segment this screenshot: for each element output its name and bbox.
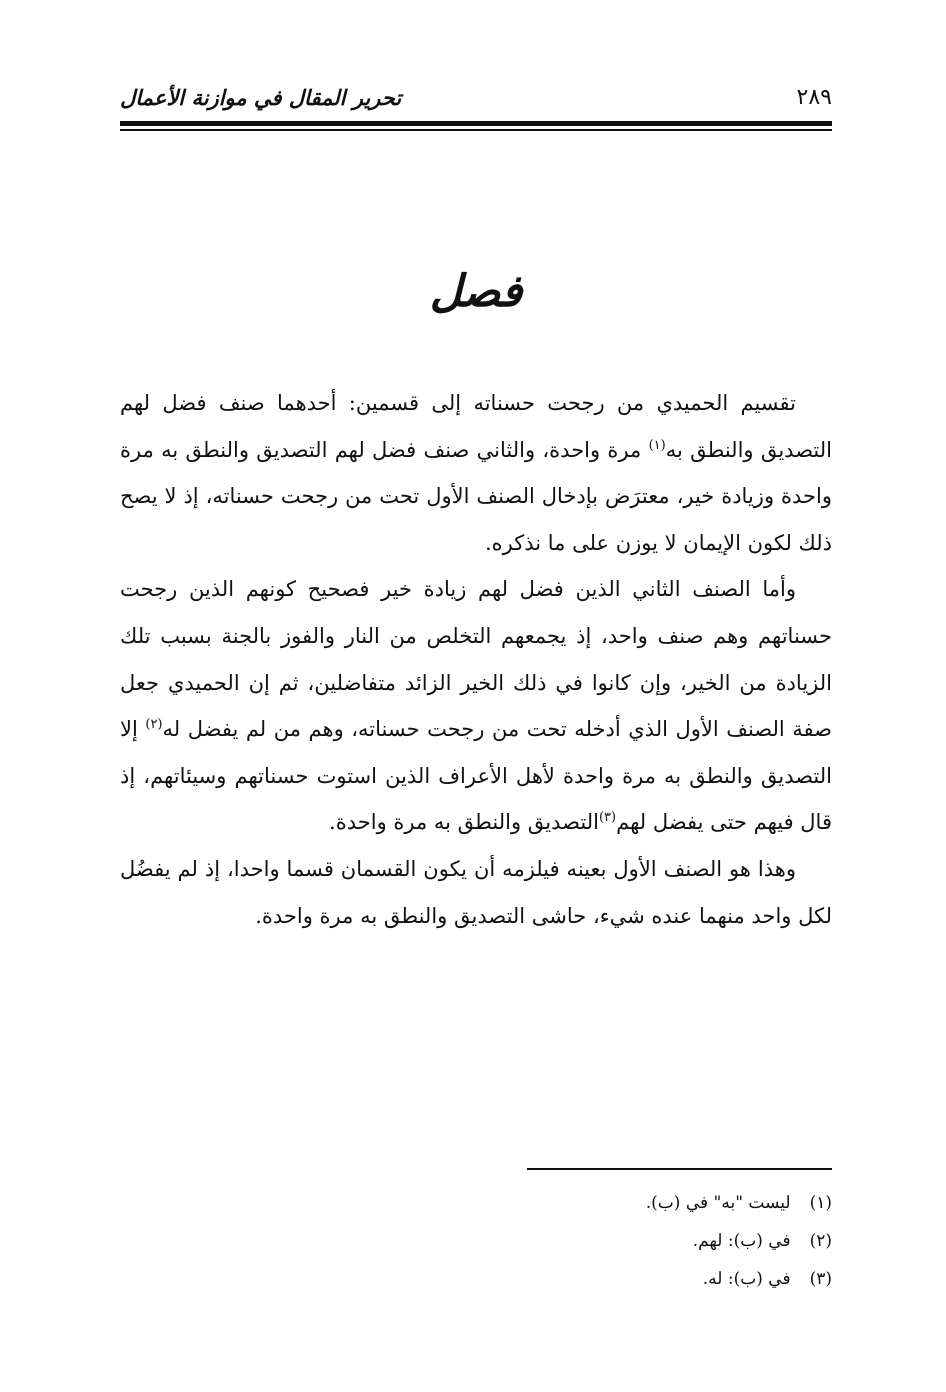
footnotes: [120, 1184, 832, 1298]
header-rule-thin: [120, 129, 832, 131]
book-title: تحرير المقال في موازنة الأعمال: [120, 85, 402, 110]
paragraph-2-part-3: التصديق والنطق به مرة واحدة.: [329, 810, 599, 835]
footnote-ref-3: (٣): [598, 810, 617, 826]
paragraph-1-part-1: تقسيم الحميدي من رجحت حسناته إلى قسمين: أحدهما صنف فضل لهم التصديق والنطق به: [120, 391, 832, 462]
paragraph-2-part-2: إلا التصديق والنطق به مرة واحدة لأهل الأعراف الذين استوت حسناتهم وسيئاتهم، إذ قال فيهم حتى يفضل لهم: [120, 717, 832, 835]
header-rule-thick: [120, 121, 832, 126]
section-heading: فصل: [429, 266, 523, 317]
footnote-2-number: (٢): [809, 1231, 832, 1251]
footnote-3-text: في (ب): له.: [702, 1269, 791, 1289]
footnote-1-text: ليست "به" في (ب).: [645, 1193, 791, 1213]
running-header: [120, 82, 832, 114]
paragraph-3: وهذا هو الصنف الأول بعينه فيلزمه أن يكون القسمان قسما واحدا، إذ لم يفضُل لكل واحد منهما عنده شيء، حاشى التصديق والنطق به مرة واحدة.: [120, 856, 832, 928]
footnote-ref-2: (٢): [145, 717, 163, 733]
footnote-3: [120, 1260, 832, 1298]
footnote-3-number: (٣): [809, 1269, 832, 1289]
paragraph-1-part-2: مرة واحدة، والثاني صنف فضل لهم التصديق والنطق به مرة واحدة وزيادة خير، معترَض بإدخال الصنف الأول تحت من رجحت حسناته، إذ لا يصح ذلك لكون الإيمان لا يوزن على ما نذكره.: [120, 437, 832, 555]
paragraph-2: [120, 566, 832, 846]
paragraph-2-part-1: وأما الصنف الثاني الذين فضل لهم زيادة خير فصحيح كونهم الذين رجحت حسناتهم وهم صنف واحد، إذ يجمعهم التخلص من النار والفوز بالجنة بسبب تلك الزيادة من الخير، وإن كانوا في ذلك الخير الزائد متفاضلين، ثم إن الحميدي جعل صفة الصنف الأول الذي أدخله تحت من رجحت حسناته، وهم من لم يفضل له: [120, 577, 832, 742]
footnote-2: [120, 1222, 832, 1260]
footnote-1-number: (١): [809, 1193, 832, 1213]
body-text: [120, 380, 832, 939]
footnote-ref-1: (١): [648, 437, 666, 453]
footnote-2-text: في (ب): لهم.: [692, 1231, 791, 1251]
footnote-separator: [527, 1168, 832, 1170]
page-number: ٢٨٩: [796, 85, 832, 110]
footnote-1: [120, 1184, 832, 1222]
paragraph-1: [120, 380, 832, 566]
